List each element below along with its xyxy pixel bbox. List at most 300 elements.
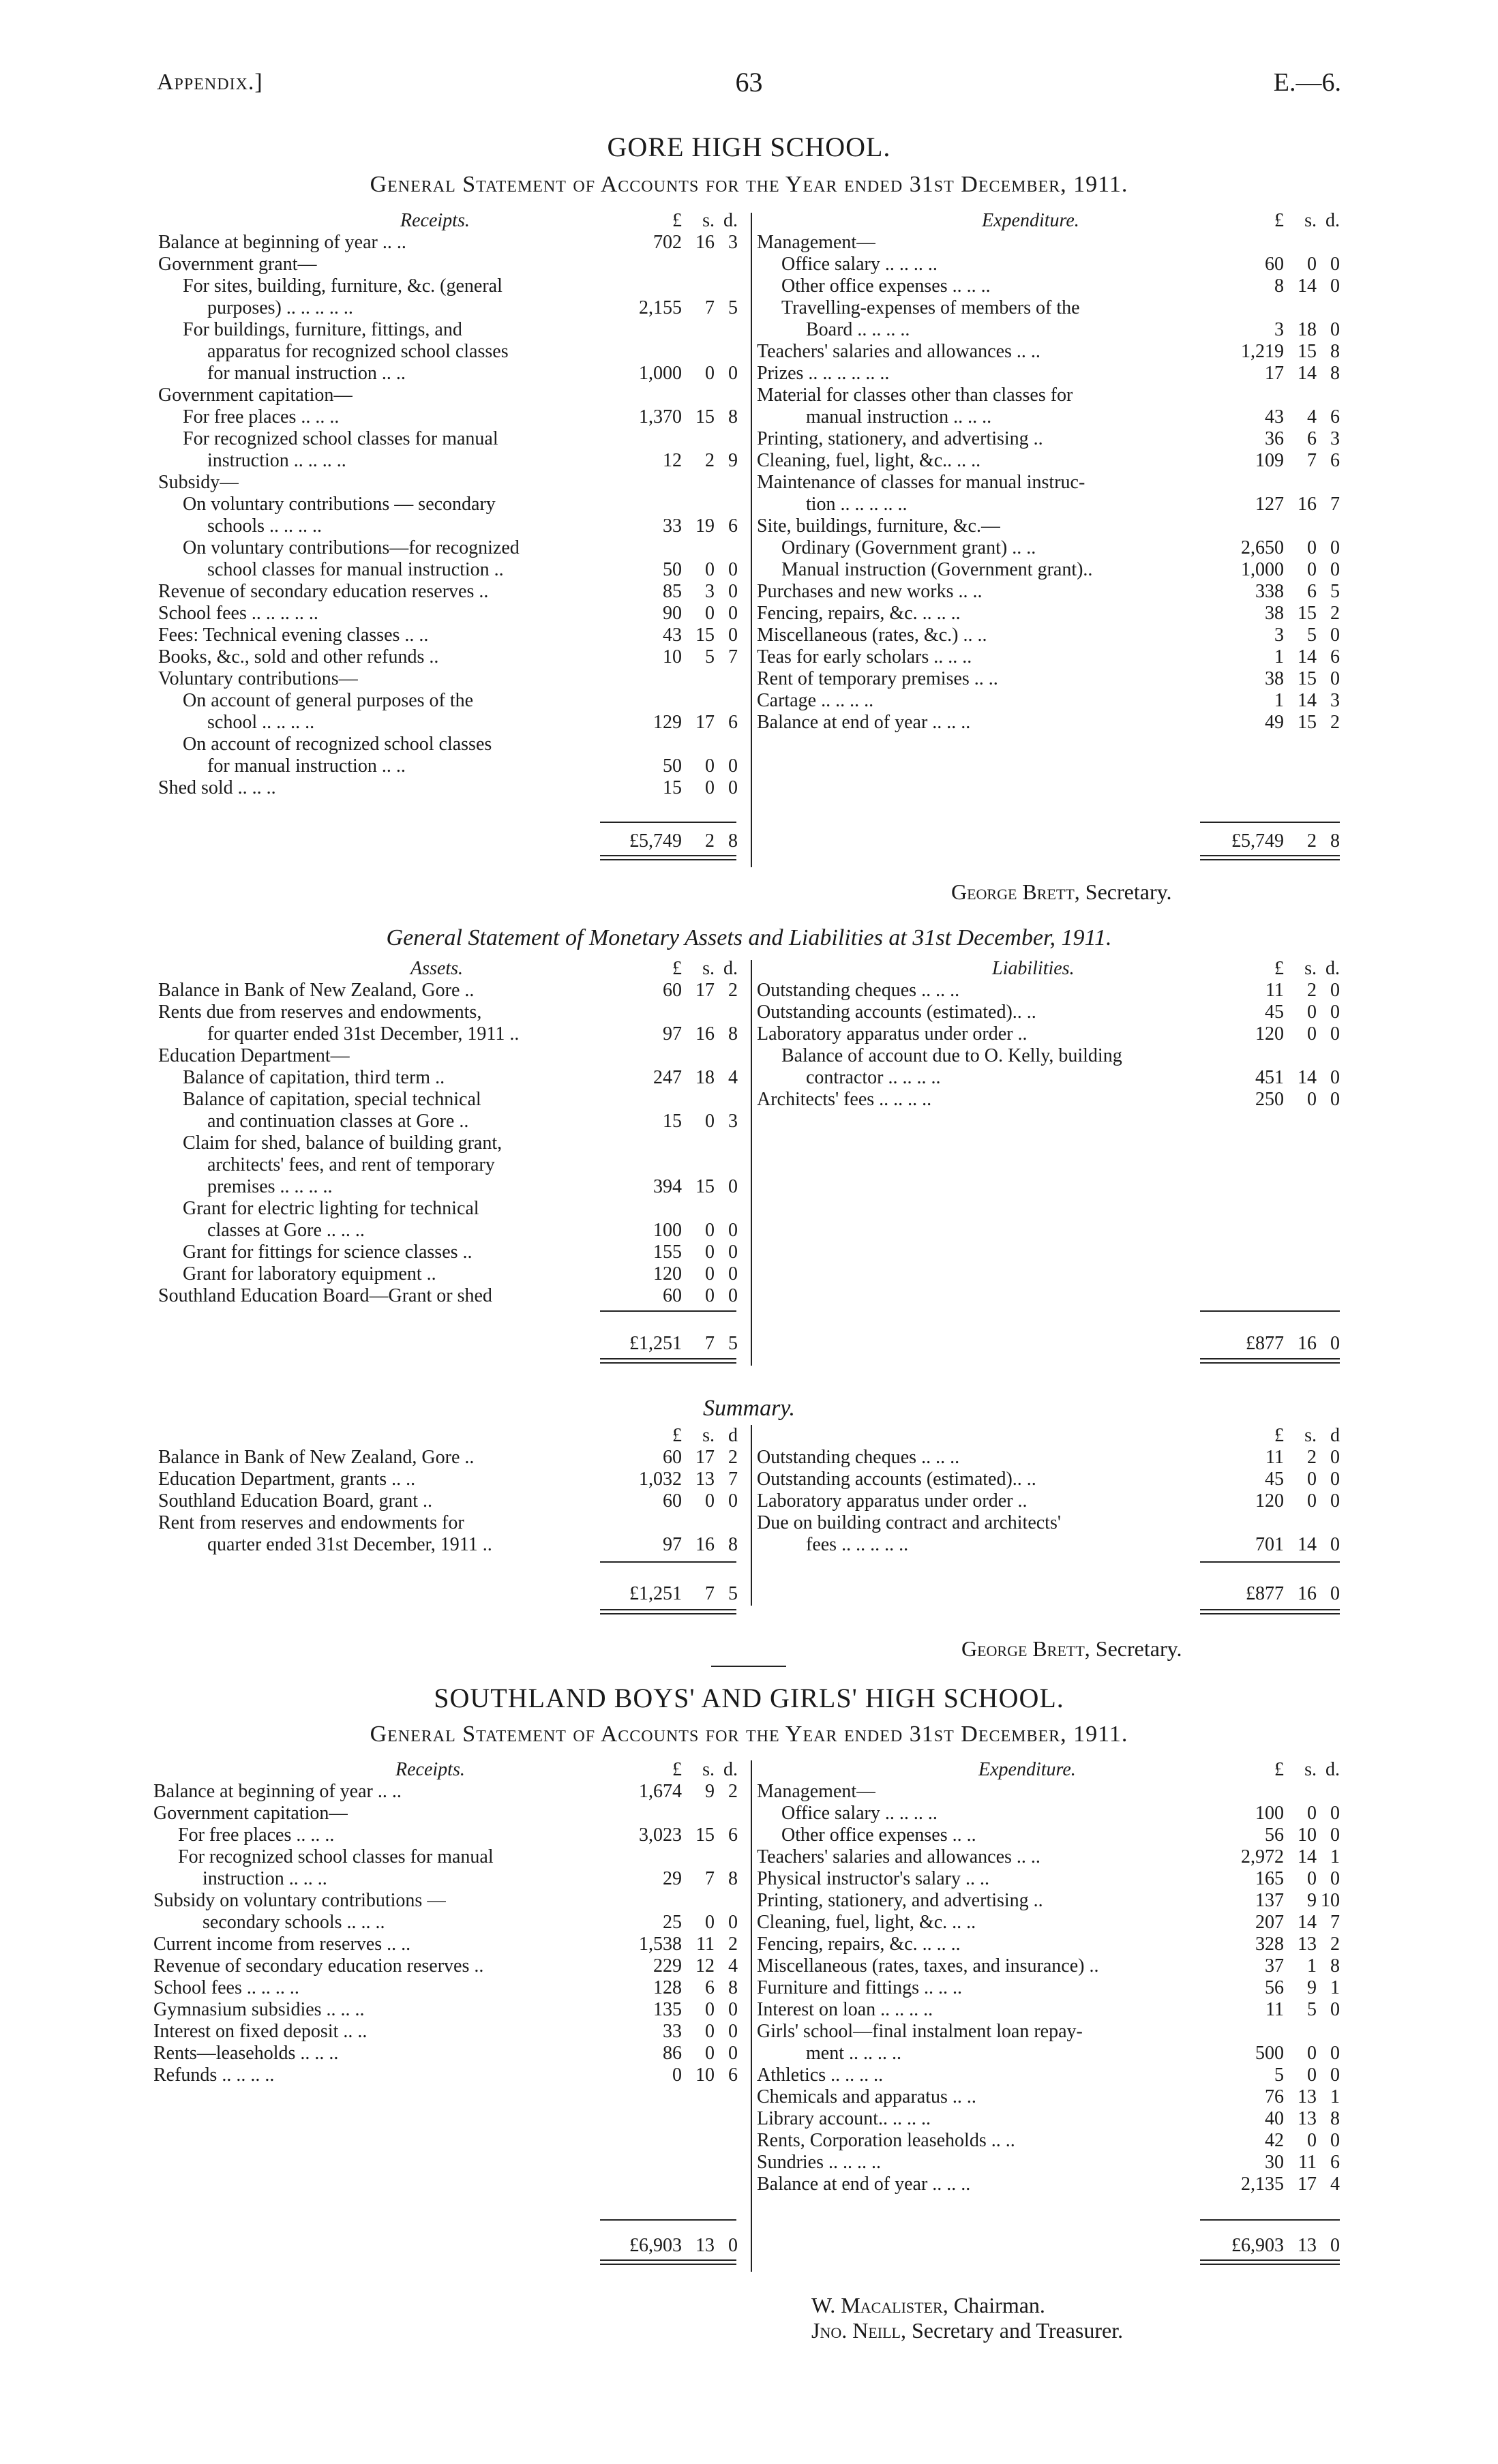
currency-pence: d. <box>723 210 738 231</box>
ledger-description: schools .. .. .. .. <box>207 515 322 537</box>
ledger-row <box>158 406 738 428</box>
amount-shillings: 5 <box>1307 625 1317 646</box>
ledger-description: Prizes .. .. .. .. .. .. <box>757 363 890 384</box>
ledger-description: Voluntary contributions— <box>158 668 358 689</box>
amount-pounds: 229 <box>653 1955 682 1977</box>
ledger-description: Printing, stationery, and advertising .. <box>757 428 1043 449</box>
ledger-row <box>158 777 738 799</box>
ledger-row <box>757 537 1340 559</box>
gore-expenditure-total <box>1182 830 1340 855</box>
currency-pound: £ <box>672 958 682 979</box>
amount-shillings: 16 <box>1298 494 1317 515</box>
ledger-row <box>757 1447 1340 1469</box>
signatory-role: , Secretary. <box>1084 1636 1182 1661</box>
total-pence: 0 <box>1330 1333 1340 1354</box>
ledger-description: Grant for laboratory equipment .. <box>183 1263 436 1284</box>
ledger-description: Cartage .. .. .. .. <box>757 690 874 711</box>
amount-pounds: 56 <box>1265 1824 1284 1846</box>
amount-pence: 0 <box>1330 1868 1340 1889</box>
gore-receipts-rule <box>600 822 736 823</box>
amount-pounds: 2,135 <box>1241 2174 1284 2195</box>
ledger-row <box>757 1469 1340 1490</box>
gore-assets-label: Assets. <box>410 958 463 979</box>
currency-shilling: s. <box>702 1425 715 1446</box>
ledger-description: Chemicals and apparatus .. .. <box>757 2086 976 2107</box>
ledger-description: school .. .. .. .. <box>207 712 315 733</box>
ledger-row <box>158 1220 738 1242</box>
amount-pounds: 1,370 <box>639 406 682 427</box>
amount-pounds: 60 <box>663 1447 682 1468</box>
ledger-description: Balance of capitation, third term .. <box>183 1067 445 1088</box>
ledger-row <box>158 1534 738 1556</box>
ledger-row <box>158 428 738 450</box>
amount-pounds: 43 <box>663 625 682 646</box>
ledger-description: Cleaning, fuel, light, &c.. .. .. <box>757 450 981 471</box>
currency-pound: £ <box>1274 958 1284 979</box>
currency-pence: d. <box>723 958 738 979</box>
amount-pence: 0 <box>728 1490 738 1512</box>
total-shillings: 16 <box>1298 1333 1317 1354</box>
amount-pounds: 60 <box>663 1285 682 1306</box>
southland-expenditure-column <box>757 1759 1340 2195</box>
ledger-description: Revenue of secondary education reserves .. <box>158 581 489 602</box>
ledger-description: contractor .. .. .. .. <box>806 1067 941 1088</box>
amount-shillings: 14 <box>1298 1067 1317 1088</box>
ledger-description: apparatus for recognized school classes <box>207 341 509 362</box>
ledger-row <box>158 1512 738 1534</box>
ledger-row <box>757 980 1340 1002</box>
amount-shillings: 5 <box>1307 1999 1317 2020</box>
amount-pence: 0 <box>1330 559 1340 580</box>
ledger-description: Grant for electric lighting for technical <box>183 1198 479 1219</box>
currency-pence: d. <box>1325 958 1340 979</box>
amount-shillings: 0 <box>705 363 715 384</box>
amount-shillings: 16 <box>695 1534 715 1555</box>
amount-pounds: 50 <box>663 755 682 777</box>
amount-shillings: 17 <box>1298 2174 1317 2195</box>
ledger-description: On voluntary contributions—for recognized <box>183 537 520 558</box>
amount-pounds: 43 <box>1265 406 1284 427</box>
ledger-row <box>153 2064 738 2086</box>
amount-shillings: 0 <box>705 2021 715 2042</box>
amount-shillings: 6 <box>1307 581 1317 602</box>
total-pounds: £877 <box>1246 1583 1284 1604</box>
amount-pence: 5 <box>728 297 738 318</box>
amount-pounds: 33 <box>663 2021 682 2042</box>
gore-receipts-column <box>158 210 738 799</box>
amount-pence: 9 <box>728 450 738 471</box>
amount-pounds: 97 <box>663 1534 682 1555</box>
southland-expenditure-list <box>757 1781 1340 2195</box>
amount-pence: 0 <box>1330 668 1340 689</box>
ledger-row <box>158 1285 738 1307</box>
ledger-row <box>757 1089 1340 1111</box>
amount-pounds: 109 <box>1255 450 1284 471</box>
amount-shillings: 0 <box>705 777 715 798</box>
ledger-row <box>757 1512 1340 1534</box>
total-pence: 0 <box>728 2235 738 2256</box>
amount-pence: 0 <box>728 625 738 646</box>
ledger-row <box>158 1089 738 1111</box>
ledger-description: Revenue of secondary education reserves .. <box>153 1955 484 1977</box>
ledger-row <box>158 1067 738 1089</box>
ledger-row <box>158 363 738 385</box>
ledger-row <box>757 1490 1340 1512</box>
ledger-row <box>757 2174 1340 2195</box>
ledger-row <box>757 1912 1340 1934</box>
amount-pounds: 128 <box>653 1977 682 1998</box>
ledger-row <box>757 2021 1340 2043</box>
amount-pounds: 120 <box>653 1263 682 1284</box>
ledger-row <box>153 2021 738 2043</box>
ledger-description: purposes) .. .. .. .. .. <box>207 297 353 318</box>
ledger-row <box>158 341 738 363</box>
amount-shillings: 0 <box>1307 1490 1317 1512</box>
currency-shilling: s. <box>1304 1425 1317 1446</box>
amount-pounds: 0 <box>672 2064 682 2086</box>
amount-pence: 0 <box>728 2043 738 2064</box>
ledger-description: Government capitation— <box>158 385 353 406</box>
amount-pence: 0 <box>1330 1534 1340 1555</box>
amount-shillings: 0 <box>1307 537 1317 558</box>
header-appendix: Appendix.] <box>157 70 263 95</box>
ledger-description: For free places .. .. .. <box>178 1824 335 1846</box>
southland-receipts-list <box>153 1781 738 2086</box>
ledger-description: Rents, Corporation leaseholds .. .. <box>757 2130 1015 2151</box>
ledger-row <box>757 515 1340 537</box>
amount-pounds: 30 <box>1265 2152 1284 2173</box>
signatory-role: , Chairman. <box>942 2293 1045 2317</box>
ledger-description: Other office expenses .. .. .. <box>781 275 991 297</box>
amount-pounds: 15 <box>663 777 682 798</box>
amount-shillings: 0 <box>705 1999 715 2020</box>
ledger-description: Fencing, repairs, &c. .. .. .. <box>757 603 961 624</box>
amount-shillings: 4 <box>1307 406 1317 427</box>
amount-pounds: 8 <box>1274 275 1284 297</box>
ledger-description: instruction .. .. .. <box>203 1868 327 1889</box>
ledger-row <box>158 712 738 734</box>
signatory-name: Jno. Neill <box>811 2318 901 2343</box>
amount-pounds: 3,023 <box>639 1824 682 1846</box>
ledger-row <box>757 603 1340 625</box>
amount-shillings: 10 <box>1298 1824 1317 1846</box>
amount-shillings: 0 <box>1307 1469 1317 1490</box>
ledger-row <box>158 275 738 297</box>
amount-pounds: 155 <box>653 1242 682 1263</box>
ledger-description: Interest on loan .. .. .. .. <box>757 1999 933 2020</box>
ledger-description: manual instruction .. .. .. <box>806 406 992 427</box>
amount-shillings: 0 <box>1307 2064 1317 2086</box>
ledger-row <box>158 1111 738 1132</box>
amount-pence: 0 <box>1330 537 1340 558</box>
ledger-row <box>158 668 738 690</box>
ledger-row <box>757 646 1340 668</box>
amount-shillings: 10 <box>695 2064 715 2086</box>
amount-pounds: 1 <box>1274 646 1284 667</box>
ledger-description: Printing, stationery, and advertising .. <box>757 1890 1043 1911</box>
amount-shillings: 16 <box>695 1023 715 1045</box>
gore-assets-total <box>580 1333 738 1357</box>
ledger-row <box>153 1934 738 1955</box>
currency-pound: £ <box>672 1759 682 1780</box>
ledger-description: Claim for shed, balance of building grant, <box>183 1132 503 1154</box>
signatory-role: , Secretary. <box>1074 880 1172 904</box>
ledger-description: Purchases and new works .. .. <box>757 581 983 602</box>
ledger-description: For free places .. .. .. <box>183 406 340 427</box>
amount-shillings: 0 <box>1307 254 1317 275</box>
amount-pounds: 11 <box>1265 1447 1284 1468</box>
ledger-description: Manual instruction (Government grant).. <box>781 559 1093 580</box>
ledger-row <box>158 1263 738 1285</box>
ledger-row <box>158 472 738 494</box>
amount-pence: 0 <box>1330 1023 1340 1045</box>
ledger-description: Government capitation— <box>153 1803 348 1824</box>
amount-pounds: 2,972 <box>1241 1846 1284 1867</box>
amount-pounds: 451 <box>1255 1067 1284 1088</box>
ledger-row <box>153 1890 738 1912</box>
currency-pound: £ <box>1274 1425 1284 1446</box>
ledger-row <box>757 2064 1340 2086</box>
amount-pounds: 15 <box>663 1111 682 1132</box>
amount-pence: 0 <box>1330 2043 1340 2064</box>
amount-pounds: 1,000 <box>1241 559 1284 580</box>
amount-shillings: 0 <box>1307 1868 1317 1889</box>
amount-shillings: 18 <box>1298 319 1317 340</box>
ledger-description: Other office expenses .. .. <box>781 1824 976 1846</box>
amount-pence: 0 <box>728 559 738 580</box>
amount-pounds: 38 <box>1265 603 1284 624</box>
ledger-row <box>153 1846 738 1868</box>
southland-receipts-label: Receipts. <box>395 1759 465 1780</box>
amount-shillings: 0 <box>705 1912 715 1933</box>
amount-shillings: 0 <box>705 755 715 777</box>
gore-summary-left-total <box>580 1583 738 1608</box>
gore-summary-title: Summary. <box>702 1396 796 1421</box>
ledger-row <box>158 1045 738 1067</box>
ledger-description: School fees .. .. .. .. <box>153 1977 299 1998</box>
amount-pence: 0 <box>1330 1089 1340 1110</box>
amount-pence: 2 <box>728 1781 738 1802</box>
amount-shillings: 0 <box>1307 1089 1317 1110</box>
amount-shillings: 0 <box>1307 2130 1317 2151</box>
ledger-row <box>757 625 1340 646</box>
ledger-description: secondary schools .. .. .. <box>203 1912 385 1933</box>
amount-shillings: 13 <box>1298 2086 1317 2107</box>
ledger-row <box>757 1803 1340 1824</box>
amount-pounds: 135 <box>653 1999 682 2020</box>
ledger-row <box>153 1999 738 2021</box>
amount-pence: 3 <box>1330 690 1340 711</box>
ledger-row <box>153 1868 738 1890</box>
amount-pounds: 3 <box>1274 319 1284 340</box>
amount-pounds: 38 <box>1265 668 1284 689</box>
southland-expenditure-rule <box>1200 2219 1340 2221</box>
ledger-row <box>158 494 738 515</box>
ledger-row <box>757 2086 1340 2108</box>
southland-title: SOUTHLAND BOYS' AND GIRLS' HIGH SCHOOL. <box>434 1683 1064 1713</box>
gore-receipts-header <box>158 210 738 232</box>
amount-pence: 0 <box>728 777 738 798</box>
ledger-row <box>158 755 738 777</box>
ledger-row <box>158 559 738 581</box>
ledger-description: Management— <box>757 1781 876 1802</box>
amount-pence: 4 <box>728 1067 738 1088</box>
amount-pence: 0 <box>1330 2064 1340 2086</box>
gore-liabilities-column <box>757 958 1340 1111</box>
amount-shillings: 15 <box>1298 603 1317 624</box>
ledger-description: premises .. .. .. .. <box>207 1176 333 1197</box>
gore-liabilities-rule <box>1200 1310 1340 1312</box>
ledger-row <box>158 297 738 319</box>
total-shillings: 2 <box>1307 830 1317 852</box>
ledger-row <box>757 1890 1340 1912</box>
southland-expenditure-double-rule <box>1200 2259 1340 2265</box>
amount-pounds: 37 <box>1265 1955 1284 1977</box>
amount-shillings: 14 <box>1298 690 1317 711</box>
amount-shillings: 15 <box>695 406 715 427</box>
amount-shillings: 14 <box>1298 1846 1317 1867</box>
amount-pounds: 45 <box>1265 1002 1284 1023</box>
ledger-row <box>757 1977 1340 1999</box>
ledger-row <box>757 1781 1340 1803</box>
amount-shillings: 17 <box>695 1447 715 1468</box>
currency-pound: £ <box>672 1425 682 1446</box>
gore-expenditure-header <box>757 210 1340 232</box>
ledger-description: Rents—leaseholds .. .. .. <box>153 2043 339 2064</box>
gore-liabilities-label: Liabilities. <box>992 958 1075 979</box>
amount-pence: 8 <box>728 1977 738 1998</box>
amount-pence: 6 <box>728 1824 738 1846</box>
ledger-row <box>757 450 1340 472</box>
currency-shilling: s. <box>702 1759 715 1780</box>
ledger-row <box>757 472 1340 494</box>
amount-pence: 2 <box>1330 712 1340 733</box>
gore-liabilities-double-rule <box>1200 1358 1340 1364</box>
amount-shillings: 9 <box>1307 1890 1317 1911</box>
amount-pounds: 60 <box>663 980 682 1001</box>
gore-expenditure-label: Expenditure. <box>982 210 1079 231</box>
total-pounds: £1,251 <box>629 1583 682 1604</box>
amount-shillings: 14 <box>1298 646 1317 667</box>
ledger-row <box>757 1999 1340 2021</box>
currency-shilling: s. <box>1304 210 1317 231</box>
ledger-row <box>757 2043 1340 2064</box>
ledger-row <box>757 1824 1340 1846</box>
amount-shillings: 13 <box>1298 2108 1317 2129</box>
ledger-description: For buildings, furniture, fittings, and <box>183 319 462 340</box>
amount-pence: 0 <box>728 1285 738 1306</box>
amount-pence: 0 <box>1330 319 1340 340</box>
amount-pence: 5 <box>1330 581 1340 602</box>
ledger-row <box>153 2043 738 2064</box>
gore-summary-left-double-rule <box>600 1609 736 1614</box>
gore-receipts-double-rule <box>600 855 736 860</box>
currency-shilling: s. <box>1304 1759 1317 1780</box>
total-shillings: 13 <box>695 2235 715 2256</box>
ledger-row <box>757 2130 1340 2152</box>
ledger-description: Fencing, repairs, &c. .. .. .. <box>757 1934 961 1955</box>
amount-shillings: 15 <box>695 1824 715 1846</box>
gore-liabilities-header <box>757 958 1340 980</box>
ledger-description: for manual instruction .. .. <box>207 755 406 777</box>
amount-pounds: 2,650 <box>1241 537 1284 558</box>
ledger-row <box>757 2152 1340 2174</box>
ledger-row <box>757 712 1340 734</box>
signatory-name: W. Macalister <box>811 2293 943 2317</box>
ledger-row <box>757 385 1340 406</box>
amount-shillings: 1 <box>1307 1955 1317 1977</box>
amount-pence: 8 <box>1330 341 1340 362</box>
ledger-description: Office salary .. .. .. .. <box>781 1803 938 1824</box>
ledger-row <box>158 1198 738 1220</box>
amount-pence: 0 <box>728 2021 738 2042</box>
ledger-row <box>158 319 738 341</box>
gore-summary-left-column <box>158 1425 738 1556</box>
gore-summary-left-list <box>158 1447 738 1556</box>
ledger-description: Books, &c., sold and other refunds .. <box>158 646 439 667</box>
amount-shillings: 14 <box>1298 363 1317 384</box>
amount-shillings: 0 <box>705 1111 715 1132</box>
amount-pounds: 247 <box>653 1067 682 1088</box>
amount-pounds: 100 <box>1255 1803 1284 1824</box>
gore-summary-right-list <box>757 1447 1340 1556</box>
amount-pounds: 127 <box>1255 494 1284 515</box>
gore-summary-divider <box>751 1425 752 1606</box>
ledger-description: Miscellaneous (rates, taxes, and insurance) .. <box>757 1955 1099 1977</box>
ledger-row <box>757 690 1340 712</box>
amount-pounds: 129 <box>653 712 682 733</box>
ledger-row <box>153 1912 738 1934</box>
total-shillings: 2 <box>705 830 715 852</box>
amount-shillings: 7 <box>705 1868 715 1889</box>
ledger-description: Travelling-expenses of members of the <box>781 297 1080 318</box>
total-pence: 0 <box>1330 2235 1340 2256</box>
gore-summary-right-header <box>757 1425 1340 1447</box>
amount-shillings: 12 <box>695 1955 715 1977</box>
ledger-description: Outstanding accounts (estimated).. .. <box>757 1002 1036 1023</box>
amount-pence: 1 <box>1330 1846 1340 1867</box>
amount-shillings: 0 <box>705 559 715 580</box>
amount-pounds: 250 <box>1255 1089 1284 1110</box>
ledger-description: tion .. .. .. .. .. <box>806 494 908 515</box>
ledger-description: Current income from reserves .. .. <box>153 1934 411 1955</box>
gore-subtitle: General Statement of Accounts for the Year ended 31st December, 1911. <box>370 172 1128 197</box>
currency-pound: £ <box>672 210 682 231</box>
amount-shillings: 14 <box>1298 1534 1317 1555</box>
ledger-description: Maintenance of classes for manual instruc- <box>757 472 1085 493</box>
gore-receipts-label: Receipts. <box>400 210 470 231</box>
amount-pence: 0 <box>728 1263 738 1284</box>
amount-pence: 6 <box>1330 2152 1340 2173</box>
ledger-description: Interest on fixed deposit .. .. <box>153 2021 368 2042</box>
amount-pence: 0 <box>728 603 738 624</box>
ledger-description: School fees .. .. .. .. .. <box>158 603 318 624</box>
ledger-description: Balance at beginning of year .. .. <box>158 232 406 253</box>
ledger-description: Girls' school—final instalment loan repay- <box>757 2021 1083 2042</box>
amount-pounds: 60 <box>1265 254 1284 275</box>
currency-pence: d <box>728 1425 738 1446</box>
amount-shillings: 5 <box>705 646 715 667</box>
amount-shillings: 2 <box>1307 1447 1317 1468</box>
amount-pence: 3 <box>728 1111 738 1132</box>
amount-pence: 8 <box>728 406 738 427</box>
amount-shillings: 6 <box>705 1977 715 1998</box>
amount-pence: 10 <box>1321 1890 1340 1911</box>
ledger-row <box>757 1868 1340 1890</box>
ledger-row <box>757 1934 1340 1955</box>
southland-signature-secretary <box>811 2319 1123 2341</box>
ledger-description: and continuation classes at Gore .. <box>207 1111 469 1132</box>
